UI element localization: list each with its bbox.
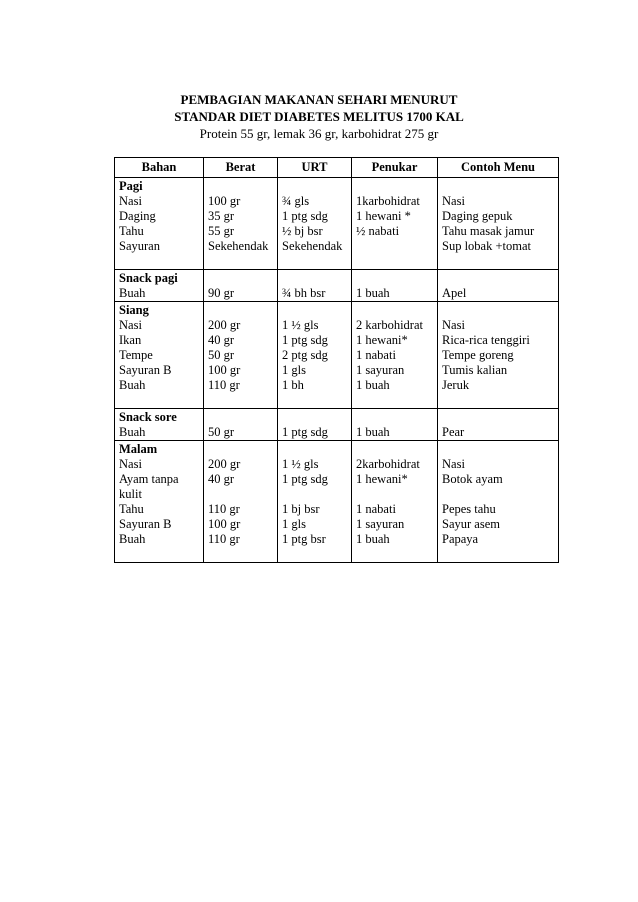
cell-line: Ayam tanpa xyxy=(119,472,179,486)
document-subtitle: Protein 55 gr, lemak 36 gr, karbohidrat 275 gr xyxy=(199,126,439,141)
cell-line xyxy=(119,254,199,269)
cell-line xyxy=(356,547,433,562)
cell-line xyxy=(442,254,554,269)
cell-line xyxy=(356,271,433,286)
cell-line: Tumis kalian xyxy=(442,363,508,377)
cell-line xyxy=(282,547,347,562)
cell-line: 100 gr xyxy=(208,194,241,208)
cell-line: 90 gr xyxy=(208,286,235,300)
table-header-row xyxy=(115,158,559,178)
cell-line xyxy=(356,179,433,194)
cell-line: Rica-rica tenggiri xyxy=(442,333,530,347)
cell-line xyxy=(356,487,433,502)
cell-line: Nasi xyxy=(119,318,142,332)
document-title-line1: PEMBAGIAN MAKANAN SEHARI MENURUT xyxy=(180,92,458,107)
cell-penukar xyxy=(352,441,438,563)
cell-line: 2 ptg sdg xyxy=(282,348,328,362)
cell-line xyxy=(356,254,433,269)
cell-line xyxy=(119,547,199,562)
meal-group-label: Snack pagi xyxy=(119,271,178,285)
cell-line: 1 ½ gls xyxy=(282,318,319,332)
cell-line: Sekehendak xyxy=(282,239,343,253)
cell-penukar xyxy=(352,409,438,441)
meal-group-label: Malam xyxy=(119,442,158,456)
cell-menu xyxy=(438,178,559,270)
cell-line: 1 gls xyxy=(282,363,306,377)
cell-berat xyxy=(204,270,278,302)
cell-line: 1 bj bsr xyxy=(282,502,320,516)
cell-line: Nasi xyxy=(442,457,465,471)
cell-line xyxy=(282,410,347,425)
cell-penukar xyxy=(352,178,438,270)
cell-line: Tahu xyxy=(119,502,144,516)
cell-line: 1 hewani* xyxy=(356,472,408,486)
cell-line: 50 gr xyxy=(208,348,235,362)
cell-bahan xyxy=(115,441,204,563)
cell-line xyxy=(208,393,273,408)
cell-line: Daging xyxy=(119,209,156,223)
cell-line: Sayuran B xyxy=(119,517,172,531)
cell-line xyxy=(442,179,554,194)
cell-line: 1 ptg sdg xyxy=(282,333,328,347)
table-body xyxy=(115,178,559,563)
cell-urt xyxy=(278,302,352,409)
cell-menu xyxy=(438,409,559,441)
table-row xyxy=(115,270,559,302)
cell-line: 40 gr xyxy=(208,472,235,486)
cell-line xyxy=(356,393,433,408)
cell-line xyxy=(356,410,433,425)
cell-berat xyxy=(204,409,278,441)
cell-line: 1 buah xyxy=(356,378,390,392)
cell-berat xyxy=(204,178,278,270)
cell-line: ¾ bh bsr xyxy=(282,286,326,300)
cell-bahan xyxy=(115,178,204,270)
cell-urt xyxy=(278,178,352,270)
cell-line: Buah xyxy=(119,532,146,546)
cell-line xyxy=(356,442,433,457)
header-penukar: Penukar xyxy=(352,158,438,178)
cell-line: Ikan xyxy=(119,333,142,347)
cell-urt xyxy=(278,409,352,441)
cell-line: Sayuran B xyxy=(119,363,172,377)
cell-line: 1 gls xyxy=(282,517,306,531)
cell-line: 2 karbohidrat xyxy=(356,318,423,332)
meal-group-label: Snack sore xyxy=(119,410,177,424)
cell-line: Buah xyxy=(119,378,146,392)
cell-line: 40 gr xyxy=(208,333,235,347)
cell-line xyxy=(282,271,347,286)
cell-line: 55 gr xyxy=(208,224,235,238)
cell-line: 1 nabati xyxy=(356,502,396,516)
cell-line: Nasi xyxy=(442,318,465,332)
cell-line xyxy=(356,303,433,318)
cell-line xyxy=(356,239,433,254)
table-row xyxy=(115,178,559,270)
cell-line xyxy=(208,179,273,194)
cell-bahan xyxy=(115,302,204,409)
cell-line: Pepes tahu xyxy=(442,502,496,516)
cell-line: 2karbohidrat xyxy=(356,457,420,471)
cell-line: Nasi xyxy=(119,457,142,471)
cell-line xyxy=(208,271,273,286)
cell-line: kulit xyxy=(119,487,142,501)
cell-line xyxy=(208,487,273,502)
cell-line: 1 buah xyxy=(356,532,390,546)
cell-line xyxy=(208,547,273,562)
cell-line xyxy=(282,179,347,194)
cell-line: ½ bj bsr xyxy=(282,224,323,238)
cell-line: 1 ptg bsr xyxy=(282,532,326,546)
cell-line: 1 ptg sdg xyxy=(282,472,328,486)
cell-line: Sayur asem xyxy=(442,517,500,531)
cell-line: Nasi xyxy=(119,194,142,208)
cell-line xyxy=(442,442,554,457)
header-berat: Berat xyxy=(204,158,278,178)
cell-line: 1 ½ gls xyxy=(282,457,319,471)
cell-line xyxy=(442,487,554,502)
cell-line: Buah xyxy=(119,425,146,439)
header-urt: URT xyxy=(278,158,352,178)
table-row xyxy=(115,409,559,441)
cell-line: ¾ gls xyxy=(282,194,310,208)
cell-line: 100 gr xyxy=(208,363,241,377)
cell-line: Papaya xyxy=(442,532,479,546)
cell-line xyxy=(442,303,554,318)
cell-menu xyxy=(438,270,559,302)
cell-line xyxy=(208,254,273,269)
cell-line: 1 hewani * xyxy=(356,209,411,223)
cell-berat xyxy=(204,302,278,409)
cell-line: Daging gepuk xyxy=(442,209,513,223)
cell-line xyxy=(282,393,347,408)
cell-menu xyxy=(438,441,559,563)
cell-line: 1 sayuran xyxy=(356,517,405,531)
cell-line: Tempe xyxy=(119,348,153,362)
cell-line: Tahu xyxy=(119,224,144,238)
cell-line: 1 bh xyxy=(282,378,304,392)
table-row xyxy=(115,302,559,409)
cell-line: 110 gr xyxy=(208,502,240,516)
cell-berat xyxy=(204,441,278,563)
cell-line: Jeruk xyxy=(442,378,470,392)
cell-line: 1 hewani* xyxy=(356,333,408,347)
cell-penukar xyxy=(352,270,438,302)
cell-line: 35 gr xyxy=(208,209,235,223)
cell-line: 200 gr xyxy=(208,457,241,471)
cell-line: Botok ayam xyxy=(442,472,503,486)
table-row xyxy=(115,441,559,563)
meal-group-label: Pagi xyxy=(119,179,143,193)
cell-bahan xyxy=(115,409,204,441)
cell-penukar xyxy=(352,302,438,409)
cell-line: 1karbohidrat xyxy=(356,194,420,208)
cell-line: 1 buah xyxy=(356,286,390,300)
diet-table xyxy=(114,157,559,563)
cell-line: 110 gr xyxy=(208,378,240,392)
cell-line: 1 ptg sdg xyxy=(282,425,328,439)
cell-line: 110 gr xyxy=(208,532,240,546)
cell-line: 200 gr xyxy=(208,318,241,332)
cell-line xyxy=(442,547,554,562)
cell-line: Sekehendak xyxy=(208,239,269,253)
cell-line: Sup lobak +tomat xyxy=(442,239,531,253)
cell-urt xyxy=(278,270,352,302)
cell-bahan xyxy=(115,270,204,302)
cell-line xyxy=(282,442,347,457)
header-bahan: Bahan xyxy=(115,158,204,178)
cell-line xyxy=(208,303,273,318)
document-title-line2: STANDAR DIET DIABETES MELITUS 1700 KAL xyxy=(174,109,464,124)
header-contoh-menu: Contoh Menu xyxy=(438,158,559,178)
cell-line xyxy=(208,410,273,425)
cell-line: 1 buah xyxy=(356,425,390,439)
cell-line xyxy=(442,410,554,425)
cell-line: 1 nabati xyxy=(356,348,396,362)
cell-line: Apel xyxy=(442,286,467,300)
cell-line xyxy=(282,254,347,269)
cell-line: 50 gr xyxy=(208,425,235,439)
cell-line: Nasi xyxy=(442,194,465,208)
cell-line xyxy=(442,393,554,408)
meal-group-label: Siang xyxy=(119,303,149,317)
cell-line xyxy=(208,442,273,457)
cell-line: 1 sayuran xyxy=(356,363,405,377)
cell-line: Pear xyxy=(442,425,465,439)
cell-line: ½ nabati xyxy=(356,224,400,238)
cell-line: Tempe goreng xyxy=(442,348,514,362)
cell-line xyxy=(442,271,554,286)
cell-line: 100 gr xyxy=(208,517,241,531)
cell-line: Buah xyxy=(119,286,146,300)
cell-menu xyxy=(438,302,559,409)
cell-line xyxy=(282,303,347,318)
cell-line: Sayuran xyxy=(119,239,160,253)
cell-urt xyxy=(278,441,352,563)
cell-line: 1 ptg sdg xyxy=(282,209,328,223)
cell-line xyxy=(119,393,199,408)
cell-line xyxy=(282,487,347,502)
cell-line: Tahu masak jamur xyxy=(442,224,535,238)
